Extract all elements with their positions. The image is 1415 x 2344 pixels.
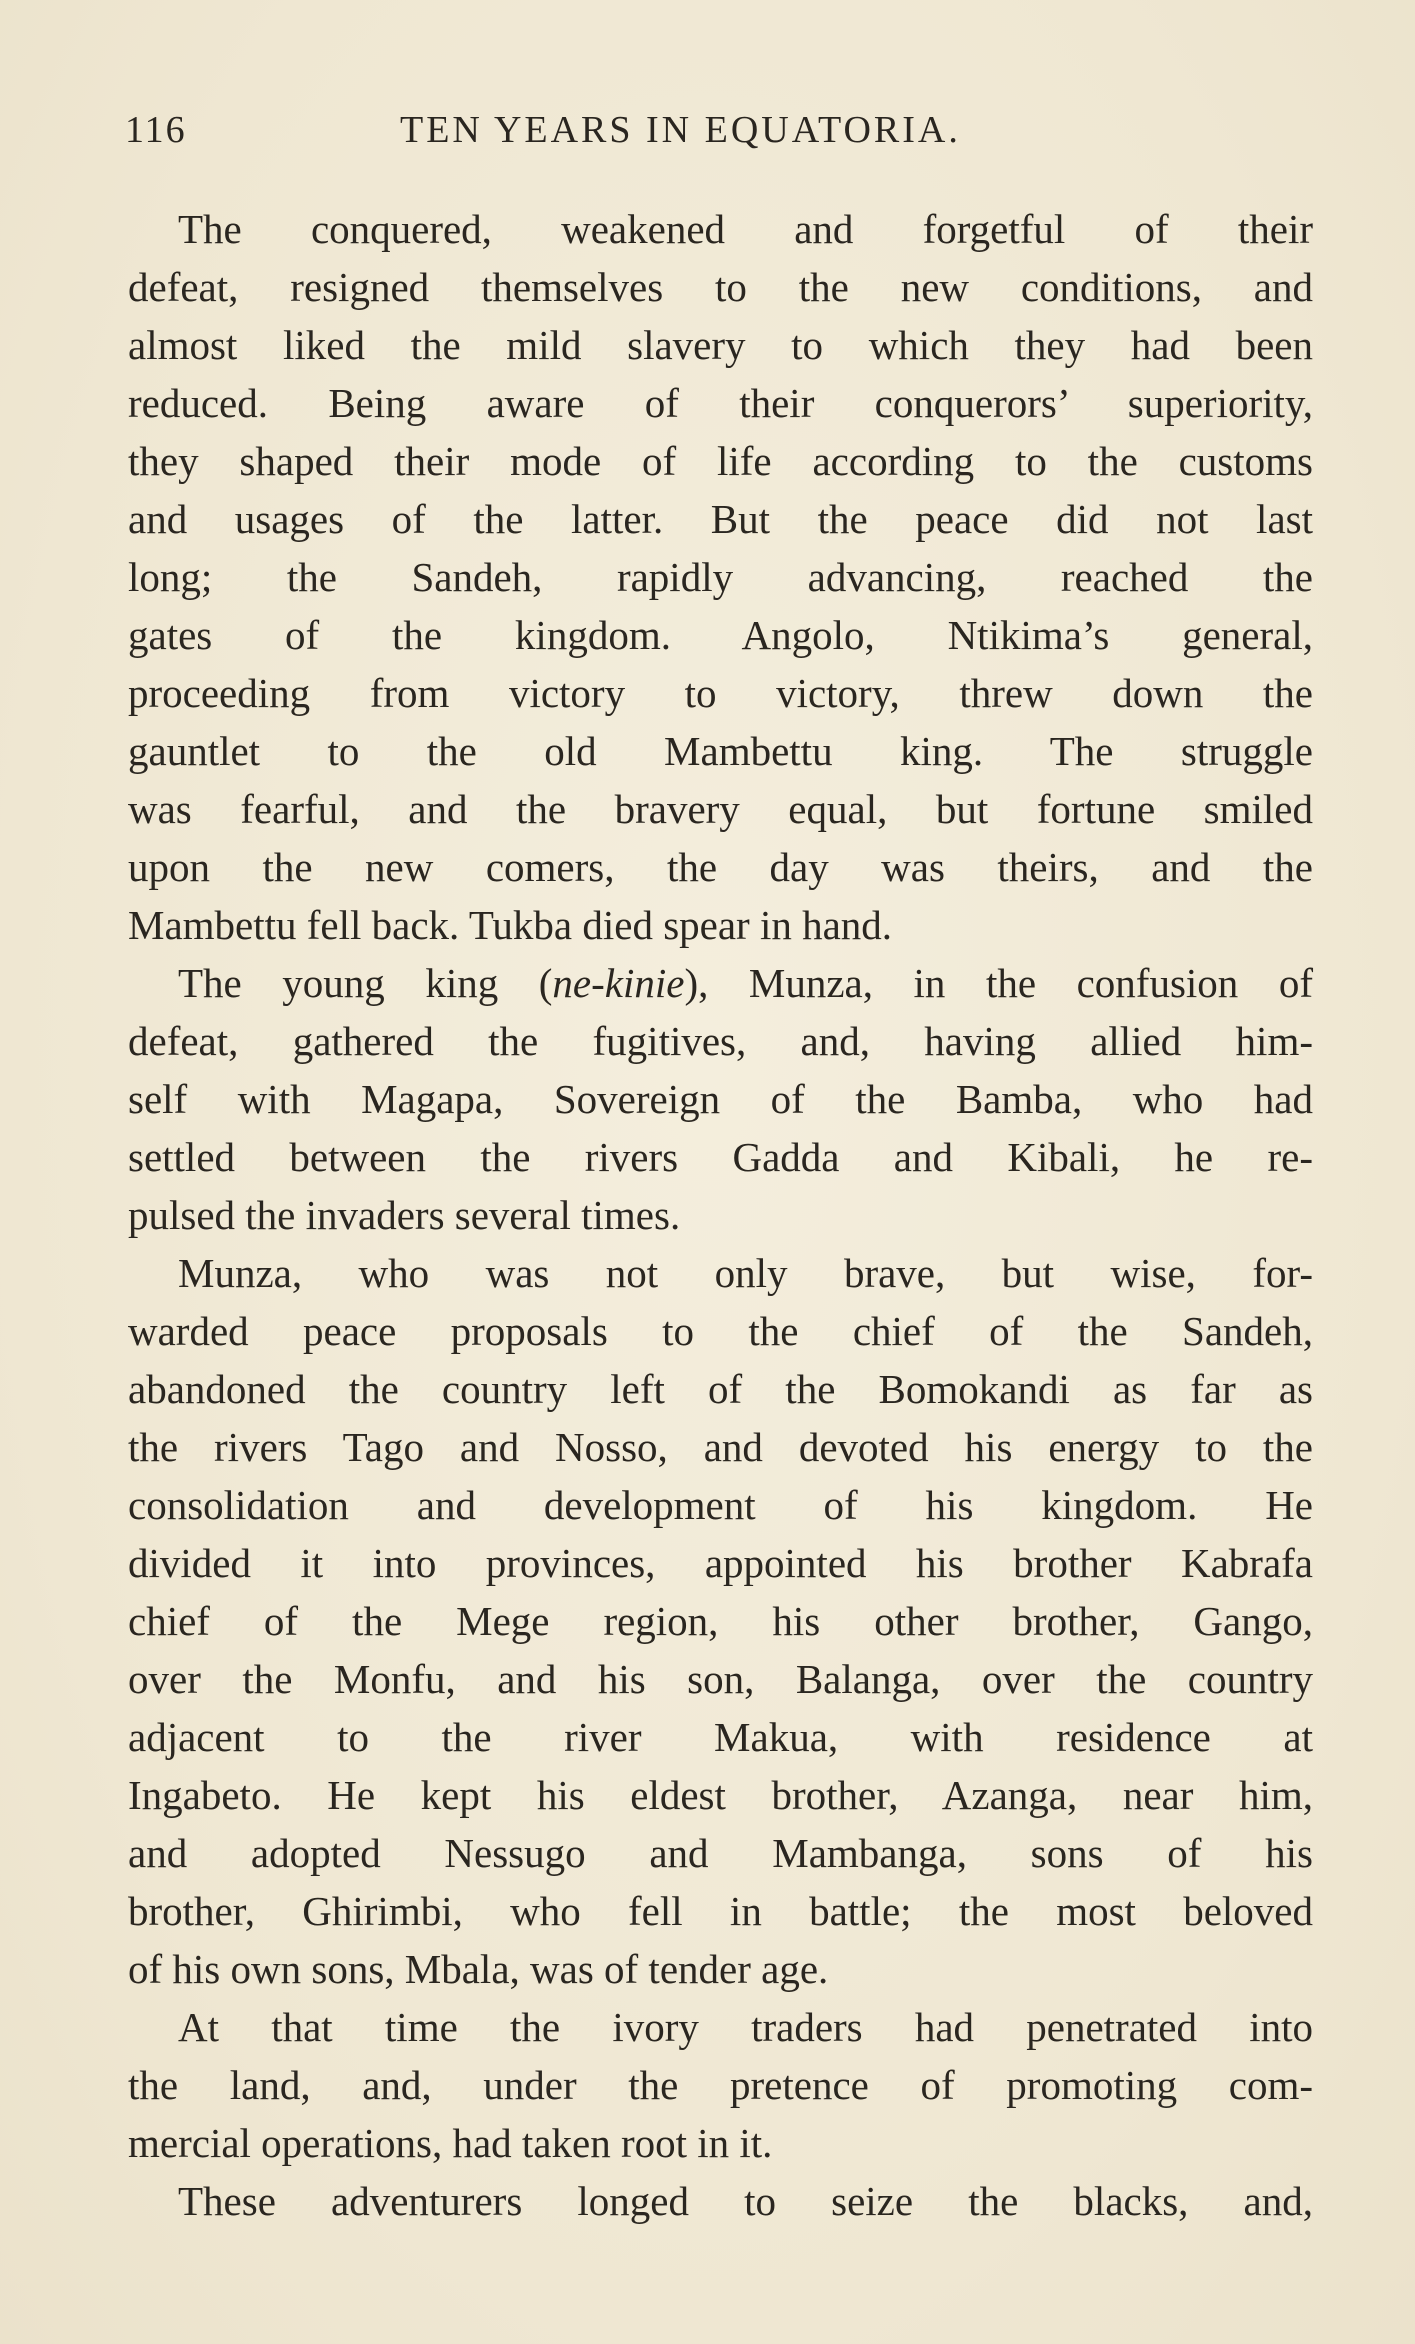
text-line: long; the Sandeh, rapidly advancing, reached the (128, 554, 1313, 600)
text-line: mercial operations, had taken root in it. (128, 2120, 773, 2166)
text-line: The conquered, weakened and forgetful of their (178, 206, 1313, 252)
text-line: defeat, gathered the fugitives, and, having allied him- (128, 1018, 1313, 1064)
paragraph (128, 954, 1313, 1244)
text-line: upon the new comers, the day was theirs, and the (128, 844, 1313, 890)
text-line: These adventurers longed to seize the blacks, and, (178, 2178, 1313, 2224)
text-line: over the Monfu, and his son, Balanga, over the country (128, 1656, 1313, 1702)
text-line: settled between the rivers Gadda and Kibali, he re- (128, 1134, 1313, 1180)
running-title: TEN YEARS IN EQUATORIA. (400, 109, 961, 151)
text-line: pulsed the invaders several times. (128, 1192, 681, 1238)
body-text (128, 200, 1313, 2230)
paragraph (128, 1244, 1313, 1998)
text-line: almost liked the mild slavery to which they had been (128, 322, 1313, 368)
text-line: reduced. Being aware of their conquerors’ superiority, (128, 380, 1313, 426)
text-line: warded peace proposals to the chief of the Sandeh, (128, 1308, 1313, 1354)
page-number: 116 (125, 109, 187, 151)
text-line: of his own sons, Mbala, was of tender age. (128, 1946, 829, 1992)
text-line: they shaped their mode of life according to the customs (128, 438, 1313, 484)
text-line: chief of the Mege region, his other brother, Gango, (128, 1598, 1313, 1644)
text-line: defeat, resigned themselves to the new conditions, and (128, 264, 1313, 310)
text-line: and adopted Nessugo and Mambanga, sons of his (128, 1830, 1313, 1876)
text-line: adjacent to the river Makua, with residence at (128, 1714, 1313, 1760)
text-line: gauntlet to the old Mambettu king. The struggle (128, 728, 1313, 774)
text-line: divided it into provinces, appointed his brother Kabrafa (128, 1540, 1313, 1586)
paragraph (128, 200, 1313, 954)
text-line: consolidation and development of his kingdom. He (128, 1482, 1313, 1528)
text-line: was fearful, and the bravery equal, but fortune smiled (128, 786, 1313, 832)
text-line (128, 954, 1313, 1012)
italic-term: ne-kinie (552, 960, 685, 1006)
text-line: Ingabeto. He kept his eldest brother, Azanga, near him, (128, 1772, 1313, 1818)
paragraph (128, 1998, 1313, 2172)
running-head (125, 108, 1045, 158)
text-line: self with Magapa, Sovereign of the Bamba, who had (128, 1076, 1313, 1122)
text-line: the rivers Tago and Nosso, and devoted his energy to the (128, 1424, 1313, 1470)
text-run: The young king ( (178, 960, 553, 1006)
text-line: and usages of the latter. But the peace did not last (128, 496, 1313, 542)
text-line: the land, and, under the pretence of promoting com- (128, 2062, 1313, 2108)
text-line: gates of the kingdom. Angolo, Ntikima’s general, (128, 612, 1313, 658)
text-line: abandoned the country left of the Bomokandi as far as (128, 1366, 1313, 1412)
text-line: Munza, who was not only brave, but wise, for- (178, 1250, 1313, 1296)
text-run: ), Munza, in the confusion of (684, 960, 1313, 1006)
paragraph (128, 2172, 1313, 2230)
text-line: At that time the ivory traders had penetrated into (178, 2004, 1313, 2050)
text-line: proceeding from victory to victory, threw down the (128, 670, 1313, 716)
text-line: brother, Ghirimbi, who fell in battle; the most beloved (128, 1888, 1313, 1934)
text-line: Mambettu fell back. Tukba died spear in hand. (128, 902, 893, 948)
